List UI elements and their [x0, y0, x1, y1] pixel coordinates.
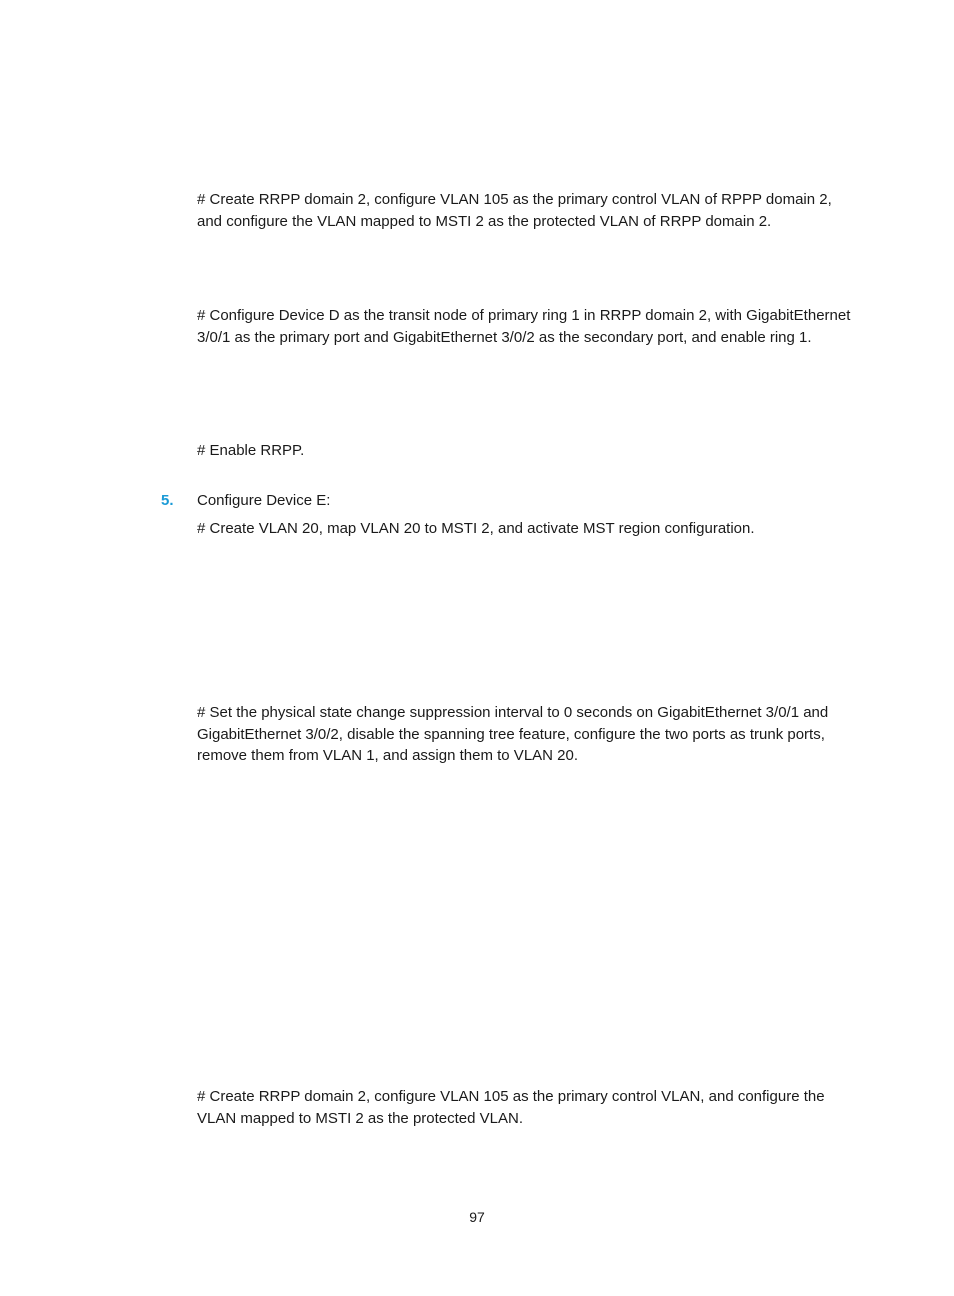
paragraph-create-rrpp-domain: # Create RRPP domain 2, configure VLAN 105 as the primary control VLAN of RPPP domain 2, and configure the VLAN mapped to MSTI 2 as the protected VLAN of RRPP domain 2. — [197, 191, 832, 230]
step-title: Configure Device E: — [197, 492, 331, 509]
step-number: 5. — [161, 492, 174, 509]
paragraph-configure-transit-node: # Configure Device D as the transit node of primary ring 1 in RRPP domain 2, with GigabitEthernet 3/0/1 as the primary port and GigabitEthernet 3/0/2 as the secondary port, and enable ring 1. — [197, 307, 851, 346]
paragraph-enable-rrpp: # Enable RRPP. — [197, 442, 305, 459]
paragraph-create-rrpp-domain-e: # Create RRPP domain 2, configure VLAN 105 as the primary control VLAN, and configure the VLAN mapped to MSTI 2 as the protected VLAN. — [197, 1088, 825, 1127]
paragraph-suppression-interval: # Set the physical state change suppression interval to 0 seconds on GigabitEthernet 3/0/1 and GigabitEthernet 3/0/2, disable the spanning tree feature, configure the two ports as trunk ports, remove them from VLAN 1, and assign them to VLAN 20. — [197, 704, 829, 764]
paragraph-create-vlan: # Create VLAN 20, map VLAN 20 to MSTI 2, and activate MST region configuration. — [197, 520, 755, 537]
page-number: 97 — [469, 1209, 485, 1225]
